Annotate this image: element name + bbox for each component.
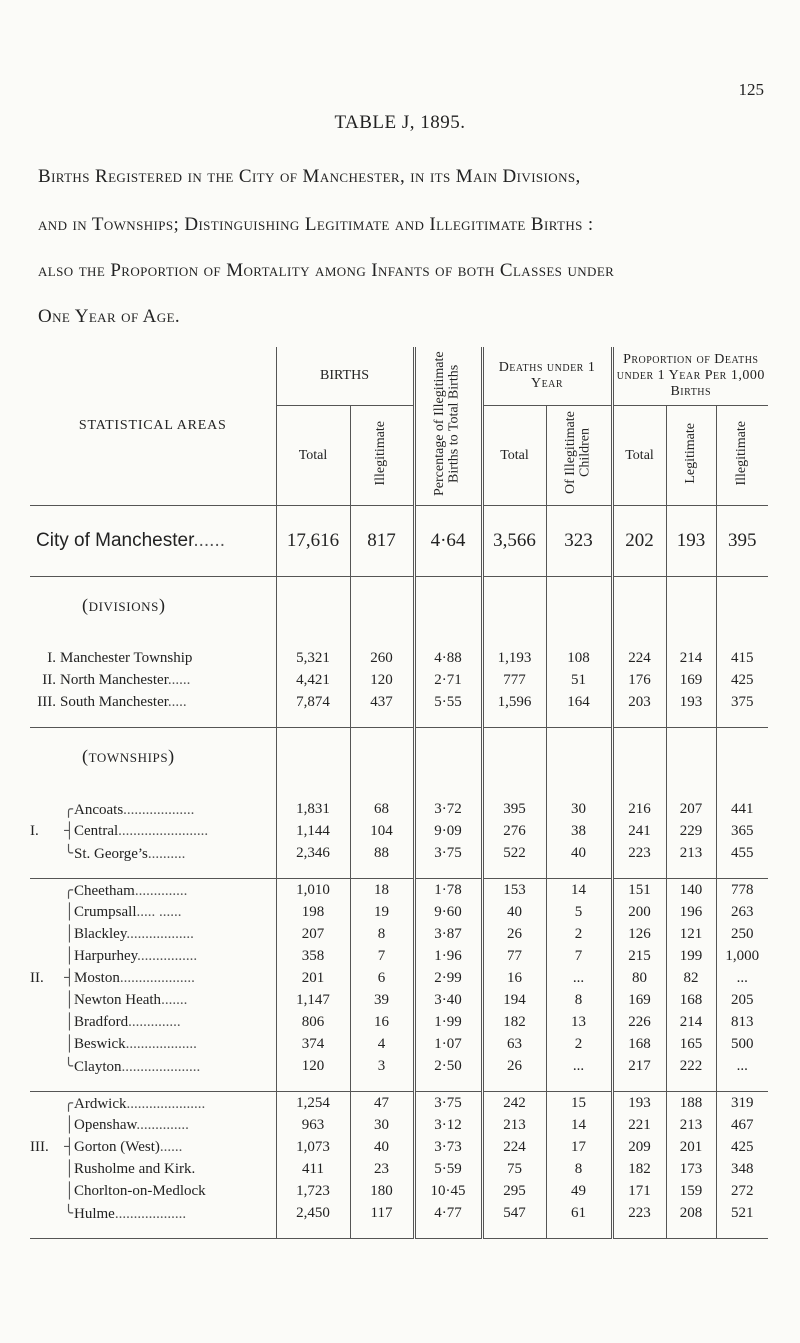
value-cell: 229 [666,820,716,842]
value-cell: 1·07 [414,1033,482,1055]
value-cell: 522 [482,842,546,864]
value-cell: 374 [276,1033,350,1055]
value-cell: 30 [546,798,612,820]
value-cell: 6 [350,967,414,989]
value-cell: 80 [612,967,666,989]
value-cell: 272 [716,1180,768,1202]
value-cell: 817 [350,506,414,577]
value-cell: 415 [716,647,768,669]
value-cell: 182 [612,1158,666,1180]
value-cell: 3·73 [414,1136,482,1158]
value-cell: 216 [612,798,666,820]
value-cell: 169 [612,989,666,1011]
row-label: │Harpurhey................ [64,947,198,964]
value-cell: 806 [276,1011,350,1033]
value-cell: 4·88 [414,647,482,669]
value-cell: 2,450 [276,1202,350,1224]
row-label: ╰Clayton..................... [64,1058,201,1075]
value-cell: 15 [546,1092,612,1115]
table-row [30,669,768,691]
value-cell: 7,874 [276,691,350,713]
page-number: 125 [738,80,764,99]
value-cell: 214 [666,1011,716,1033]
value-cell: 200 [612,901,666,923]
value-cell: 323 [546,506,612,577]
value-cell: 173 [666,1158,716,1180]
table-row [30,945,768,967]
value-cell: 263 [716,901,768,923]
value-cell: 411 [276,1158,350,1180]
value-cell: 7 [546,945,612,967]
value-cell: 375 [716,691,768,713]
value-cell: 214 [666,647,716,669]
value-cell: 18 [350,879,414,902]
value-cell: 203 [612,691,666,713]
value-cell: 223 [612,1202,666,1224]
value-cell: 16 [350,1011,414,1033]
value-cell: 207 [666,798,716,820]
value-cell: 395 [482,798,546,820]
value-cell: 159 [666,1180,716,1202]
value-cell: 108 [546,647,612,669]
value-cell: 250 [716,923,768,945]
value-cell: 82 [666,967,716,989]
value-cell: 176 [612,669,666,691]
value-cell: 1,193 [482,647,546,669]
value-cell: 222 [666,1055,716,1077]
value-cell: 1·78 [414,879,482,902]
value-cell: 9·09 [414,820,482,842]
value-cell: 1,000 [716,945,768,967]
value-cell: 1,254 [276,1092,350,1115]
townships-section [30,728,768,785]
value-cell: 221 [612,1114,666,1136]
value-cell: ... [716,967,768,989]
value-cell: 26 [482,1055,546,1077]
value-cell: 226 [612,1011,666,1033]
value-cell: 5·59 [414,1158,482,1180]
value-cell: 75 [482,1158,546,1180]
table-row [30,798,768,820]
value-cell: 3·75 [414,1092,482,1115]
header-prop-legitimate: Legitimate [666,406,716,506]
value-cell: 395 [716,506,768,577]
value-cell: 77 [482,945,546,967]
value-cell: 213 [482,1114,546,1136]
value-cell: 23 [350,1158,414,1180]
value-cell: 1·99 [414,1011,482,1033]
value-cell: 121 [666,923,716,945]
header-prop-illegitimate: Illegitimate [716,406,768,506]
value-cell: 182 [482,1011,546,1033]
value-cell: 193 [666,506,716,577]
table-row [30,1033,768,1055]
row-label: │Rusholme and Kirk. [64,1160,196,1177]
value-cell: 3·40 [414,989,482,1011]
divisions-section-title: (divisions) [82,594,166,615]
table-row [30,901,768,923]
value-cell: 126 [612,923,666,945]
table-row [30,1180,768,1202]
value-cell: 500 [716,1033,768,1055]
value-cell: 213 [666,1114,716,1136]
value-cell: 193 [612,1092,666,1115]
value-cell: 4,421 [276,669,350,691]
heading-line: also the Proportion of Mortality among Infants of both Classes under [38,260,615,281]
value-cell: ... [546,1055,612,1077]
value-cell: 5 [546,901,612,923]
row-label: │Bradford.............. [64,1013,181,1030]
table-row [30,842,768,864]
value-cell: 215 [612,945,666,967]
value-cell: 169 [666,669,716,691]
header-prop-total: Total [612,406,666,506]
value-cell: 467 [716,1114,768,1136]
value-cell: 164 [546,691,612,713]
value-cell: 188 [666,1092,716,1115]
value-cell: 276 [482,820,546,842]
value-cell: 49 [546,1180,612,1202]
value-cell: 19 [350,901,414,923]
value-cell: 2 [546,1033,612,1055]
value-cell: 63 [482,1033,546,1055]
value-cell: 3·87 [414,923,482,945]
value-cell: 3·72 [414,798,482,820]
table-title: TABLE J, 1895. [334,112,466,133]
value-cell: 241 [612,820,666,842]
row-label: ╭Ardwick..................... [64,1095,206,1112]
value-cell: 7 [350,945,414,967]
value-cell: 40 [482,901,546,923]
row-label: III. South Manchester..... [37,693,187,710]
value-cell: 4·64 [414,506,482,577]
row-label: │Blackley.................. [64,925,194,942]
table-row [30,647,768,669]
value-cell: 778 [716,879,768,902]
value-cell: 8 [546,1158,612,1180]
header-births: BIRTHS [276,347,414,406]
value-cell: 88 [350,842,414,864]
value-cell: 813 [716,1011,768,1033]
value-cell: 209 [612,1136,666,1158]
value-cell: 2 [546,923,612,945]
value-cell: 358 [276,945,350,967]
row-label: ╭Ancoats................... [64,801,195,818]
value-cell: 17,616 [276,506,350,577]
value-cell: 30 [350,1114,414,1136]
value-cell: 2,346 [276,842,350,864]
table-row [30,1136,768,1158]
value-cell: 198 [276,901,350,923]
value-cell: 224 [482,1136,546,1158]
value-cell: 196 [666,901,716,923]
value-cell: 425 [716,669,768,691]
value-cell: 201 [276,967,350,989]
value-cell: 120 [350,669,414,691]
value-cell: 217 [612,1055,666,1077]
value-cell: 17 [546,1136,612,1158]
value-cell: 455 [716,842,768,864]
value-cell: 365 [716,820,768,842]
table-row [30,1055,768,1077]
value-cell: 201 [666,1136,716,1158]
value-cell: 1,073 [276,1136,350,1158]
table-row [30,1202,768,1224]
value-cell: 3·12 [414,1114,482,1136]
table-row [30,820,768,842]
value-cell: 194 [482,989,546,1011]
value-cell: 14 [546,879,612,902]
value-cell: 51 [546,669,612,691]
heading-line: One Year of Age. [38,306,181,327]
value-cell: 8 [546,989,612,1011]
table-row [30,923,768,945]
value-cell: 207 [276,923,350,945]
value-cell: 1,010 [276,879,350,902]
row-label: │Openshaw.............. [64,1116,189,1133]
table-row [30,1158,768,1180]
statistics-table [30,347,768,1239]
header-births-illegitimate: Illegitimate [350,406,414,506]
value-cell: 521 [716,1202,768,1224]
table-row [30,967,768,989]
value-cell: 39 [350,989,414,1011]
value-cell: 208 [666,1202,716,1224]
value-cell: 319 [716,1092,768,1115]
value-cell: 16 [482,967,546,989]
value-cell: 4·77 [414,1202,482,1224]
value-cell: 40 [350,1136,414,1158]
header-deaths-illegitimate: Of Illegitimate Children [546,406,612,506]
value-cell: 140 [666,879,716,902]
table-row [30,1092,768,1115]
value-cell: 180 [350,1180,414,1202]
value-cell: 425 [716,1136,768,1158]
row-label: II. North Manchester...... [42,671,191,688]
value-cell: 151 [612,879,666,902]
heading-line: Births Registered in the City of Manchester, in its Main Divisions, [38,166,581,187]
row-label: │Chorlton-on-Medlock [64,1182,206,1199]
value-cell: 441 [716,798,768,820]
header-deaths: Deaths under 1 Year [482,347,612,406]
value-cell: 40 [546,842,612,864]
value-cell: ... [716,1055,768,1077]
header-percentage: Percentage of Illegitimate Births to Total Births [414,347,482,506]
value-cell: 547 [482,1202,546,1224]
value-cell: 4 [350,1033,414,1055]
value-cell: 5,321 [276,647,350,669]
table-row [30,1011,768,1033]
value-cell: 61 [546,1202,612,1224]
row-label: ╰St. George’s.......... [64,845,186,862]
value-cell: 202 [612,506,666,577]
table-row [30,989,768,1011]
value-cell: 224 [612,647,666,669]
value-cell: 295 [482,1180,546,1202]
value-cell: 1,144 [276,820,350,842]
value-cell: 168 [612,1033,666,1055]
value-cell: 1,831 [276,798,350,820]
value-cell: 3·75 [414,842,482,864]
value-cell: 260 [350,647,414,669]
value-cell: 120 [276,1055,350,1077]
value-cell: 13 [546,1011,612,1033]
value-cell: 47 [350,1092,414,1115]
city-label: City of Manchester...... [30,506,276,577]
header-deaths-total: Total [482,406,546,506]
value-cell: 205 [716,989,768,1011]
value-cell: 168 [666,989,716,1011]
value-cell: 171 [612,1180,666,1202]
table-row [30,1114,768,1136]
value-cell: 3 [350,1055,414,1077]
value-cell: 199 [666,945,716,967]
value-cell: 1·96 [414,945,482,967]
table-row [30,879,768,902]
value-cell: 104 [350,820,414,842]
value-cell: 3,566 [482,506,546,577]
value-cell: 9·60 [414,901,482,923]
heading-line: and in Townships; Distinguishing Legitimate and Illegitimate Births : [38,214,594,235]
row-label: II. ┤Moston.................... [30,969,195,986]
value-cell: 117 [350,1202,414,1224]
row-label: ╰Hulme................... [64,1205,187,1222]
value-cell: 223 [612,842,666,864]
header-proportion: Proportion of Deaths under 1 Year Per 1,000 Births [612,347,768,406]
value-cell: 26 [482,923,546,945]
value-cell: 2·71 [414,669,482,691]
value-cell: 1,596 [482,691,546,713]
townships-section-title: (townships) [82,745,175,766]
value-cell: 2·50 [414,1055,482,1077]
value-cell: 68 [350,798,414,820]
value-cell: 213 [666,842,716,864]
value-cell: 777 [482,669,546,691]
value-cell: 1,147 [276,989,350,1011]
value-cell: 153 [482,879,546,902]
value-cell: 14 [546,1114,612,1136]
value-cell: 8 [350,923,414,945]
header-statistical-areas: STATISTICAL AREAS [78,418,227,433]
header-births-total: Total [276,406,350,506]
value-cell: 10·45 [414,1180,482,1202]
value-cell: 5·55 [414,691,482,713]
value-cell: 2·99 [414,967,482,989]
value-cell: 38 [546,820,612,842]
row-label: │Crumpsall..... ...... [64,903,182,920]
row-label: │Beswick................... [64,1035,197,1052]
value-cell: ... [546,967,612,989]
value-cell: 1,723 [276,1180,350,1202]
value-cell: 242 [482,1092,546,1115]
value-cell: 437 [350,691,414,713]
value-cell: 165 [666,1033,716,1055]
value-cell: 963 [276,1114,350,1136]
row-label: I. ┤Central........................ [30,822,209,839]
value-cell: 193 [666,691,716,713]
row-label: III. ┤Gorton (West)...... [30,1138,183,1155]
city-row [30,506,768,577]
row-label: ╭Cheetham.............. [64,882,188,899]
row-label: │Newton Heath....... [64,991,188,1008]
value-cell: 348 [716,1158,768,1180]
divisions-section [30,577,768,634]
row-label: I. Manchester Township [47,649,193,666]
table-row [30,691,768,713]
